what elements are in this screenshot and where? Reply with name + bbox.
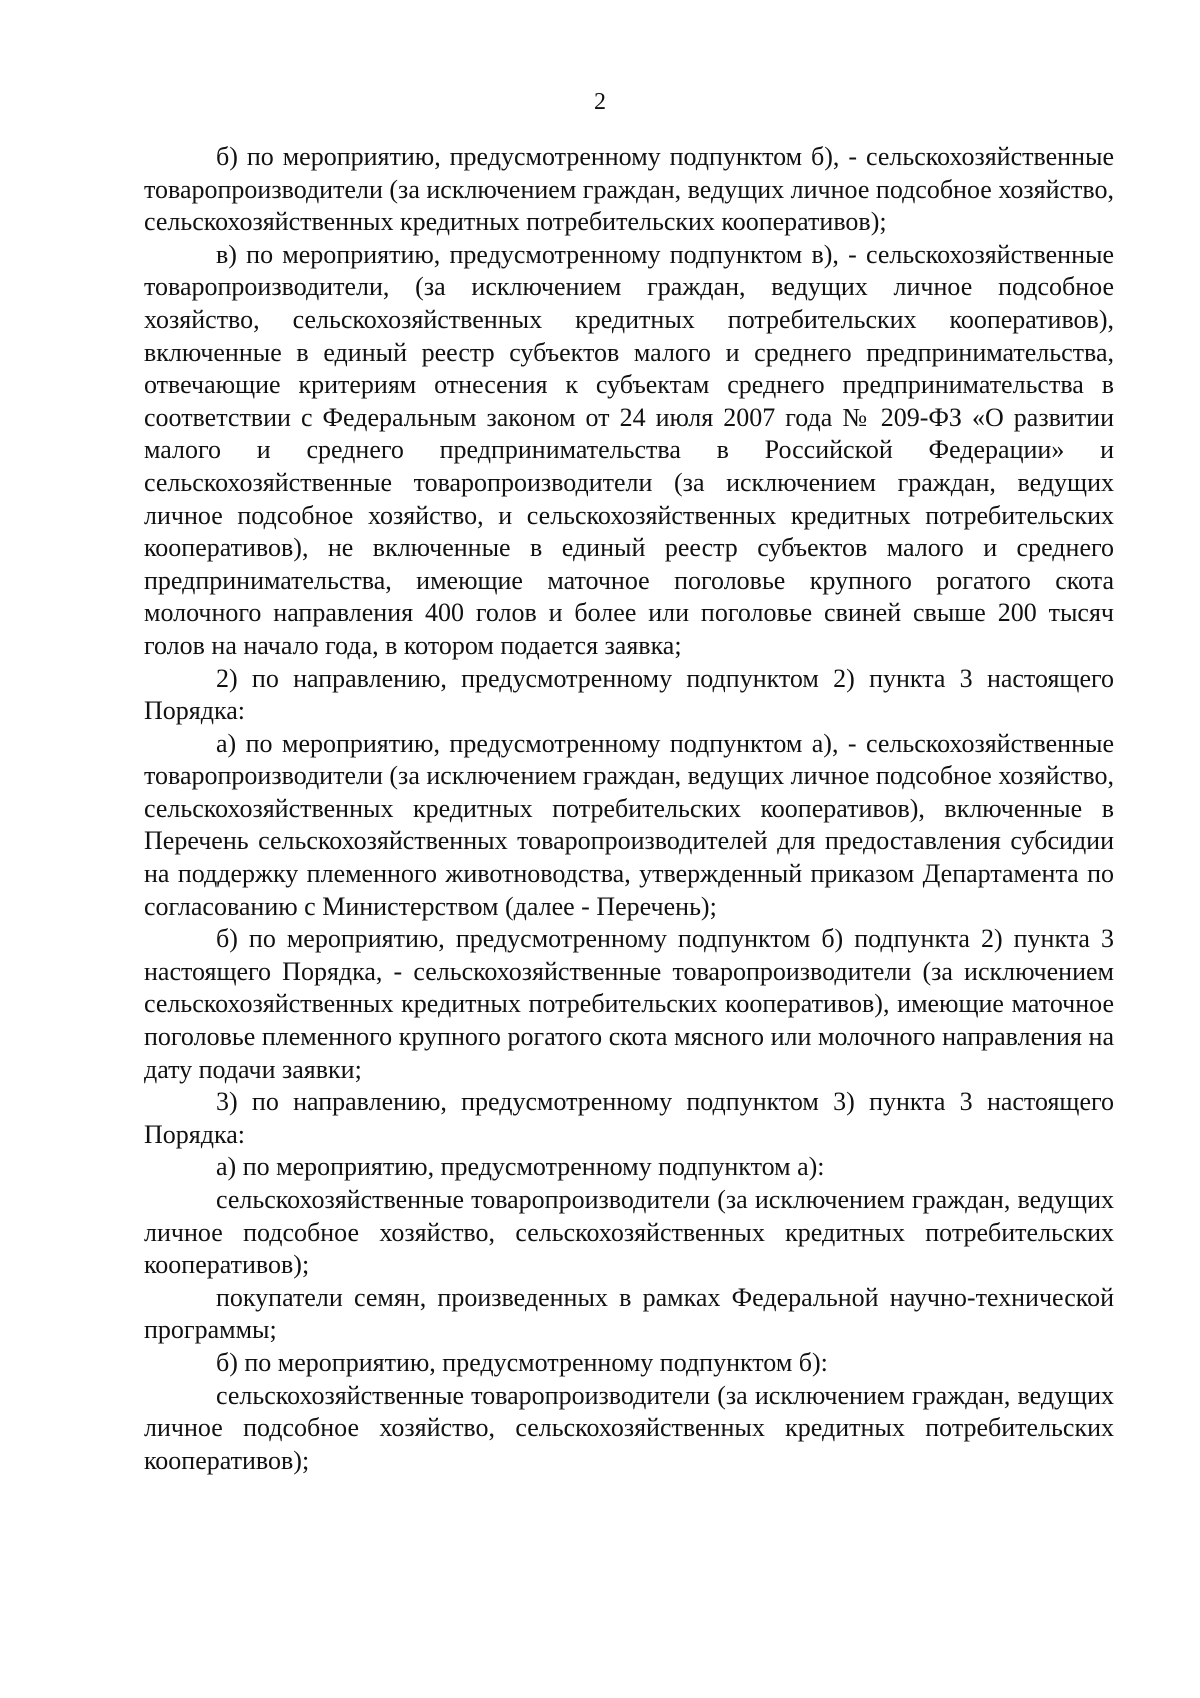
- paragraph-3-b: б) по мероприятию, предусмотренному подпунктом б):: [216, 1347, 828, 1377]
- paragraph-2-a: а) по мероприятию, предусмотренному подпунктом а), - сельскохозяйственные товаропроизводители (за исключением граждан, ведущих личное подсобное хозяйство, сельскохозяйственных кредитных потребительских кооперативов), включенные в Перечень сельскохозяйственных товаропроизводителей для предоставления субсидии на поддержку племенного животноводства, утвержденный приказом Департамента по согласованию с Министерством (далее - Перечень);: [144, 728, 1114, 921]
- paragraph-v-subpoint: в) по мероприятию, предусмотренному подпунктом в), - сельскохозяйственные товаропроизводители, (за исключением граждан, ведущих личное подсобное хозяйство, сельскохозяйственных кредитных потребительских кооперативов), включенные в единый реестр субъектов малого и среднего предпринимательства, отвечающие критериям отнесения к субъектам среднего предпринимательства в соответствии с Федеральным законом от 24 июля 2007 года № 209-ФЗ «О развитии малого и среднего предпринимательства в Российской Федерации» и сельскохозяйственные товаропроизводители (за исключением граждан, ведущих личное подсобное хозяйство, и сельскохозяйственных кредитных потребительских кооперативов), не включенные в единый реестр субъектов малого и среднего предпринимательства, имеющие маточное поголовье крупного рогатого скота молочного направления 400 голов и более или поголовье свиней свыше 200 тысяч голов на начало года, в котором подается заявка;: [144, 239, 1114, 660]
- paragraph-3-a: а) по мероприятию, предусмотренному подпунктом а):: [216, 1152, 825, 1182]
- paragraph-2-b: б) по мероприятию, предусмотренному подпунктом б) подпункта 2) пункта 3 настоящего Порядка, - сельскохозяйственные товаропроизводители (за исключением сельскохозяйственных кредитных потребительских кооперативов), имеющие маточное поголовье племенного крупного рогатого скота мясного или молочного направления на дату подачи заявки;: [144, 924, 1114, 1084]
- paragraph-b-subpoint: б) по мероприятию, предусмотренному подпунктом б), - сельскохозяйственные товаропроизводители (за исключением граждан, ведущих личное подсобное хозяйство, сельскохозяйственных кредитных потребительских кооперативов);: [144, 142, 1114, 237]
- page-number: 2: [594, 89, 606, 115]
- paragraph-3-b-producers: сельскохозяйственные товаропроизводители (за исключением граждан, ведущих личное подсобное хозяйство, сельскохозяйственных кредитных потребительских кооперативов);: [144, 1380, 1114, 1475]
- paragraph-3-a-producers: сельскохозяйственные товаропроизводители (за исключением граждан, ведущих личное подсобное хозяйство, сельскохозяйственных кредитных потребительских кооперативов);: [144, 1185, 1114, 1280]
- paragraph-3-a-seed-buyers: покупатели семян, произведенных в рамках Федеральной научно-технической программы;: [144, 1282, 1114, 1345]
- paragraph-direction-3: 3) по направлению, предусмотренному подпунктом 3) пункта 3 настоящего Порядка:: [144, 1087, 1114, 1149]
- paragraph-direction-2: 2) по направлению, предусмотренному подпунктом 2) пункта 3 настоящего Порядка:: [144, 663, 1114, 726]
- document-body: [144, 141, 1114, 1477]
